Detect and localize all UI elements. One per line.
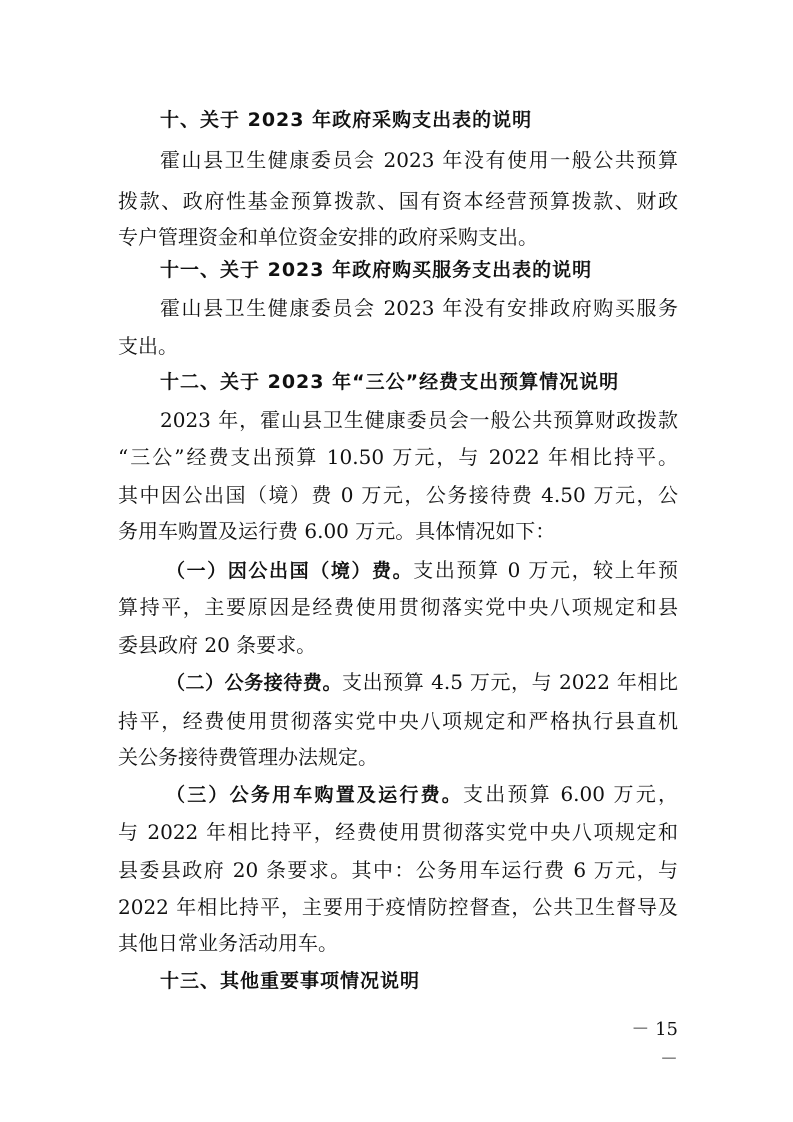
item-3-line-2: 与 2022 年相比持平，经费使用贯彻落实党中央八项规定和 [118,820,678,844]
item-3-line-5: 其他日常业务活动用车。 [118,931,338,955]
item-3-line-3: 县委县政府 20 条要求。其中：公务用车运行费 6 万元，与 [118,858,678,882]
item-2-line-2: 持平，经费使用贯彻落实党中央八项规定和严格执行县直机 [118,709,678,733]
section-10-heading: 十、关于 2023 年政府采购支出表的说明 [160,109,533,131]
item-1-line-2: 算持平，主要原因是经费使用贯彻落实党中央八项规定和县 [118,595,678,619]
section-12-heading: 十二、关于 2023 年“三公”经费支出预算情况说明 [160,371,620,393]
item-1-line-3: 委县政府 20 条要求。 [118,633,317,657]
item-3-line-4: 2022 年相比持平，主要用于疫情防控督查，公共卫生督导及 [118,895,678,919]
section-10-line-2: 拨款、政府性基金预算拨款、国有资本经营预算拨款、财政 [118,189,678,213]
item-1-first-line [118,550,678,590]
item-1-first-rest: 支出预算 0 万元，较上年预 [413,558,678,582]
section-10-line-3: 专户管理资金和单位资金安排的政府采购支出。 [118,225,538,249]
section-11-line-1: 霍山县卫生健康委员会 2023 年没有安排政府购买服务 [160,296,678,320]
page-number: － 15 － [631,1019,678,1070]
item-1-title: （一）因公出国（境）费。 [166,560,414,582]
item-2-line-3: 关公务接待费管理办法规定。 [118,745,378,769]
section-12-intro-line-2: “三公”经费支出预算 10.50 万元，与 2022 年相比持平。 [118,445,678,469]
section-10-line-1: 霍山县卫生健康委员会 2023 年没有使用一般公共预算 [160,148,678,172]
item-2-first-line [118,662,678,702]
item-3-first-rest: 支出预算 6.00 万元， [463,782,678,806]
section-11-heading: 十一、关于 2023 年政府购买服务支出表的说明 [160,259,593,281]
item-3-first-line [118,774,678,814]
item-2-title: （二）公务接待费。 [166,672,343,694]
item-2-first-rest: 支出预算 4.5 万元，与 2022 年相比 [342,670,678,694]
section-12-intro-line-4: 务用车购置及运行费 6.00 万元。具体情况如下： [118,519,556,543]
item-3-title: （三）公务用车购置及运行费。 [166,784,464,806]
section-11-line-2: 支出。 [118,334,178,358]
section-12-intro-line-1: 2023 年，霍山县卫生健康委员会一般公共预算财政拨款 [160,408,678,432]
section-13-heading: 十三、其他重要事项情况说明 [160,970,421,992]
section-12-intro-line-3: 其中因公出国（境）费 0 万元，公务接待费 4.50 万元，公 [118,483,678,507]
